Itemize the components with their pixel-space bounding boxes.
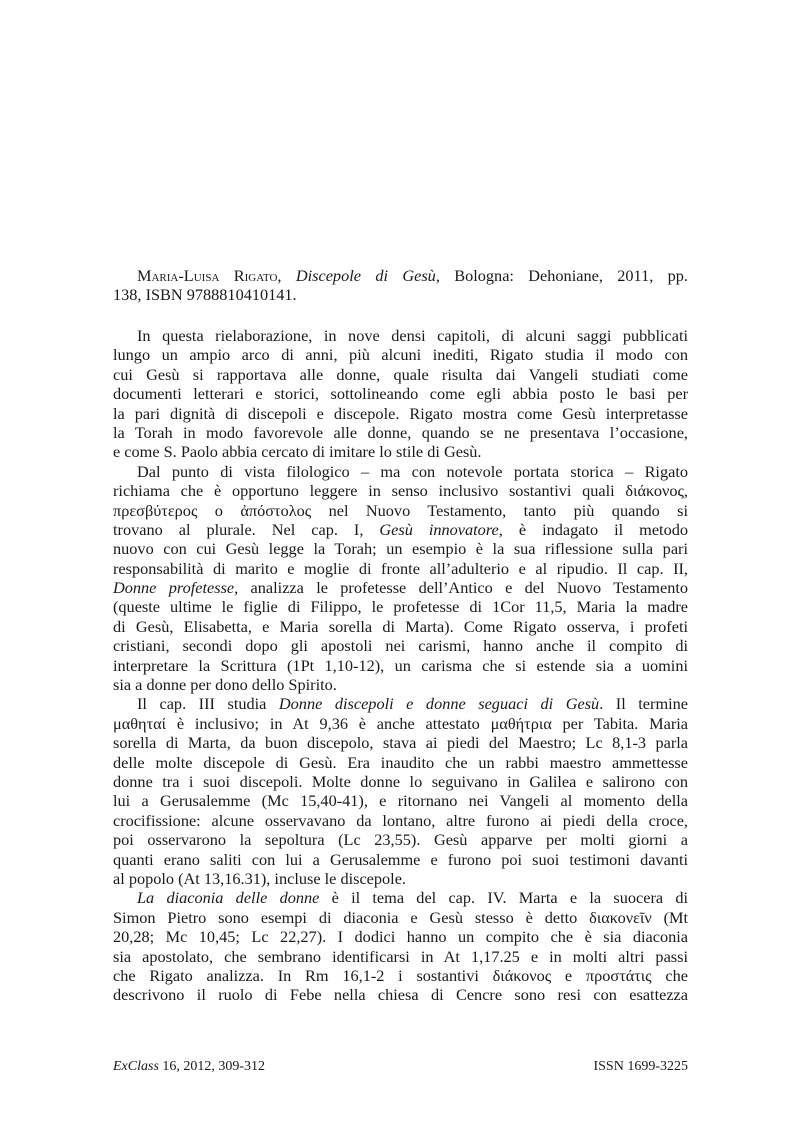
text-run: , è indagato il metodo bbox=[498, 519, 688, 539]
text-line bbox=[113, 675, 688, 694]
text-run: , analizza le profetesse dell’Antico e del Nuovo Testamento bbox=[234, 578, 689, 598]
text-run: la Torah in modo favorevole alle donne, quando se ne presentava l’occasione, bbox=[113, 422, 688, 442]
text-run: al popolo (At 13,16.31), incluse le discepole. bbox=[113, 868, 406, 888]
text-line bbox=[113, 656, 688, 675]
text-run: donne tra i suoi discepoli. Molte donne lo seguivano in Galilea e salirono con bbox=[113, 771, 688, 791]
text-run: (queste ultime le figlie di Filippo, le profetesse di 1Cor 11,5, Maria la madre bbox=[113, 597, 688, 617]
text-line bbox=[113, 830, 688, 849]
text-run: lungo un ampio arco di anni, più alcuni inediti, Rigato studia il modo con bbox=[113, 345, 688, 365]
text-run: Dal punto di vista filologico – ma con notevole portata storica – Rigato bbox=[137, 461, 688, 481]
text-run: , bbox=[277, 266, 296, 285]
text-run: è il tema del cap. IV. Marta e la suocera di bbox=[319, 888, 689, 908]
text-line bbox=[113, 811, 688, 830]
text-run: delle molte discepole di Gesù. Era inaudito che un rabbi maestro ammettesse bbox=[113, 752, 688, 772]
text-line bbox=[113, 753, 688, 772]
text-run: di Gesù, Elisabetta, e Maria sorella di Marta). Come Rigato osserva, i profeti bbox=[113, 616, 688, 636]
text-run: Simon Pietro sono esempi di diaconia e Gesù stesso è detto διακονεῖν (Mt bbox=[113, 907, 688, 927]
text-line bbox=[113, 520, 688, 539]
text-line bbox=[113, 384, 688, 403]
text-run: quanti erano saliti con lui a Gerusalemme e furono poi suoi testimoni davanti bbox=[113, 849, 688, 869]
text-line bbox=[113, 850, 688, 869]
review-body bbox=[113, 326, 688, 1005]
text-run: richiama che è opportuno leggere in senso inclusivo sostantivi quali διάκονος, bbox=[113, 481, 688, 501]
text-run: cui Gesù si rapportava alle donne, quale risulta dai Vangeli studiati come bbox=[113, 364, 688, 384]
text-run: trovano al plurale. Nel cap. I, bbox=[113, 519, 380, 539]
text-run: lui a Gerusalemme (Mc 15,40-41), e ritornano nei Vangeli al momento della bbox=[113, 791, 688, 811]
text-line bbox=[113, 559, 688, 578]
text-run: 138, ISBN 9788810410141. bbox=[113, 285, 297, 305]
text-line bbox=[113, 404, 688, 423]
text-run: 20,28; Mc 10,45; Lc 22,27). I dodici hanno un compito che è sia diaconia bbox=[113, 927, 688, 947]
text-line bbox=[113, 481, 688, 500]
text-line bbox=[113, 772, 688, 791]
text-run: descrivono il ruolo di Febe nella chiesa di Cencre sono resi con esattezza bbox=[113, 985, 688, 1005]
italic-title: Donne discepoli e donne seguaci di Gesù bbox=[278, 694, 600, 714]
text-line bbox=[113, 442, 688, 461]
header-line bbox=[113, 285, 688, 304]
italic-title: Gesù innovatore bbox=[379, 519, 499, 539]
author-name: Maria-Luisa Rigato bbox=[137, 266, 278, 285]
text-line bbox=[113, 345, 688, 364]
footer-citation bbox=[113, 1059, 265, 1075]
text-run: che Rigato analizza. In Rm 16,1-2 i sostantivi διάκονος e προστάτις che bbox=[113, 965, 688, 985]
issn: ISSN 1699-3225 bbox=[593, 1059, 688, 1074]
text-line bbox=[113, 714, 688, 733]
text-line bbox=[113, 578, 688, 597]
text-run: e come S. Paolo abbia cercato di imitare lo stile di Gesù. bbox=[113, 442, 482, 462]
text-run: Il cap. III studia bbox=[137, 694, 279, 714]
text-line bbox=[113, 597, 688, 616]
text-run: poi osservarono la sepoltura (Lc 23,55). Gesù apparve per molti giorni a bbox=[113, 830, 688, 850]
italic-title: Donne profetesse bbox=[113, 578, 235, 598]
italic-title: La diaconia delle donne bbox=[137, 888, 320, 908]
text-run: . Il termine bbox=[599, 694, 688, 714]
text-run: cristiani, secondi dopo gli apostoli nei carismi, hanno anche il compito di bbox=[113, 636, 688, 656]
header-line bbox=[113, 266, 688, 285]
text-line bbox=[113, 326, 688, 345]
text-run: πρεσβύτερος o ἀπόστολος nel Nuovo Testamento, tanto più quando si bbox=[113, 500, 688, 520]
text-line bbox=[113, 985, 688, 1004]
text-line bbox=[113, 539, 688, 558]
text-line bbox=[113, 423, 688, 442]
text-line bbox=[113, 365, 688, 384]
text-run: la pari dignità di discepoli e discepole. Rigato mostra come Gesù interpretasse bbox=[113, 403, 688, 423]
volume-pages: 16, 2012, 309-312 bbox=[158, 1059, 266, 1074]
text-line bbox=[113, 791, 688, 810]
text-run: μαθηταί è inclusivo; in At 9,36 è anche attestato μαθήτρια per Tabita. Maria bbox=[113, 713, 688, 733]
text-run: responsabilità di marito e moglie di fronte all’adulterio e al ripudio. Il cap. II, bbox=[113, 558, 688, 578]
text-run: sia a donne per dono dello Spirito. bbox=[113, 675, 337, 695]
text-line bbox=[113, 947, 688, 966]
text-line bbox=[113, 617, 688, 636]
journal-name: ExClass bbox=[113, 1059, 159, 1074]
text-run: sorella di Marta, da buon discepolo, stava ai piedi del Maestro; Lc 8,1-3 parla bbox=[113, 733, 688, 753]
text-run: sia apostolato, che sembrano identificarsi in At 1,17.25 e in molti altri passi bbox=[113, 946, 688, 966]
text-line bbox=[113, 966, 688, 985]
text-run: In questa rielaborazione, in nove densi capitoli, di alcuni saggi pubblicati bbox=[137, 326, 688, 345]
page-footer bbox=[113, 1059, 688, 1075]
text-line bbox=[113, 908, 688, 927]
bibliographic-header bbox=[113, 266, 688, 305]
text-run: nuovo con cui Gesù legge la Torah; un esempio è la sua riflessione sulla pari bbox=[113, 539, 688, 559]
text-line bbox=[113, 869, 688, 888]
text-line bbox=[113, 888, 688, 907]
text-run: crocifissione: alcune osservavano da lontano, altre furono ai piedi della croce, bbox=[113, 810, 688, 830]
text-run: interpretare la Scrittura (1Pt 1,10-12), un carisma che si estende sia a uomini bbox=[113, 655, 688, 675]
text-line bbox=[113, 501, 688, 520]
text-line bbox=[113, 733, 688, 752]
text-line bbox=[113, 462, 688, 481]
text-run: documenti letterari e storici, sottolineando come egli abbia posto le basi per bbox=[113, 384, 688, 404]
text-run: , Bologna: Dehoniane, 2011, pp. bbox=[435, 266, 688, 285]
text-line bbox=[113, 927, 688, 946]
text-line bbox=[113, 694, 688, 713]
text-line bbox=[113, 636, 688, 655]
italic-title: Discepole di Gesù bbox=[295, 266, 436, 285]
